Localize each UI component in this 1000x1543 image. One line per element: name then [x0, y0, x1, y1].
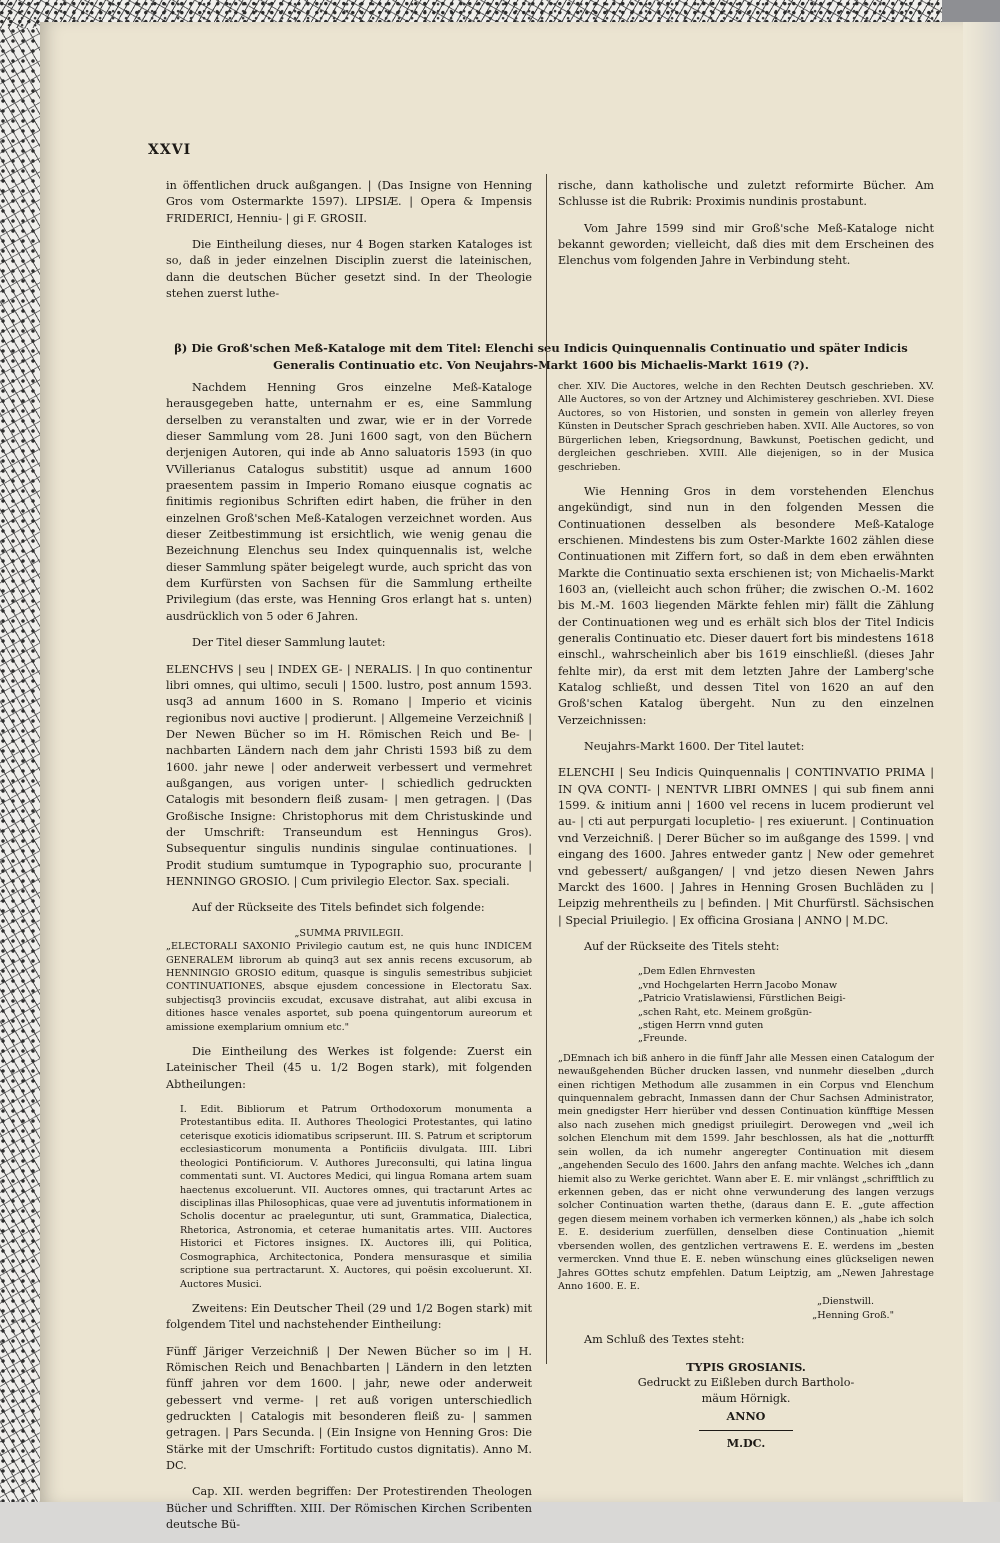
colophon-line: TYPIS GROSIANIS. — [686, 1359, 806, 1374]
paragraph: Am Schluß des Textes steht: — [584, 1333, 745, 1347]
dedication — [558, 965, 934, 1046]
colophon-line: ANNO — [726, 1408, 766, 1423]
colophon-rule — [699, 1430, 793, 1431]
page-number: XXVI — [148, 142, 192, 158]
paragraph: Die Eintheilung dieses, nur 4 Bogen starken Kataloges ist so, daß in jeder einzelnen Disciplin zuerst die lateinischen, dann die deutschen Bücher gesetzt sind. In der Theologie stehen zuerst luthe- — [166, 238, 532, 301]
dedication-line: „schen Raht, etc. Meinem großgün- — [638, 1006, 812, 1018]
left-column — [166, 380, 532, 1543]
page-edge-right — [963, 22, 1000, 1502]
section-list: I. Edit. Bibliorum et Patrum Orthodoxorum monumenta a Protestantibus edita. II. Authores Theologici Protestantes, qui latino ceterisque exoticis idiomatibus scripserunt. III. S. Patrum et scriptorum ecclesiasticorum monumenta a Pontificiis divulgata. IIII. Libri theologici Pontificiorum. V. Authores Jureconsulti, qui latina lingua commentati sunt. VI. Auctores Medici, qui lingua Romana artem suam haectenus excoluerunt. VII. Auctores omnes, qui tractarunt Artes ac disciplinas illas Philosophicas, quae vere ad juventutis informationem in Scholis docentur ac praeleguntur, uti sunt, Grammatica, Dialectica, Rhetorica, Astronomia, et ceterae humanitatis artes. VIII. Auctores Historici et Fictores insignes. IX. Auctores illi, qui Politica, Cosmographica, Architectonica, Pondera mensurasque et similia scriptione sua pertractarunt. X. Auctores, qui poësin excoluerunt. XI. Auctores Musici. — [180, 1104, 532, 1290]
paragraph: Zweitens: Ein Deutscher Theil (29 und 1/2 Bogen stark) mit folgendem Titel und nachstehender Eintheilung: — [166, 1301, 532, 1332]
paragraph: Cap. XII. werden begriffen: Der Protestirenden Theologen Bücher und Schrifften. XIII. Der Römischen Kirchen Scribenten deutsche Bü- — [166, 1485, 532, 1532]
dedication-line: „Patricio Vratislawiensi, Fürstlichen Beigi- — [638, 993, 846, 1005]
dedication-line: „stigen Herrn vnnd guten — [638, 1019, 764, 1031]
heading-line: β) Die Groß'schen Meß-Kataloge mit dem Titel: Elenchi seu Indicis Quinquennalis Continuatio und später Indicis — [174, 341, 908, 355]
heading-line: Generalis Continuatio etc. Von Neujahrs-Markt 1600 bis Michaelis-Markt 1619 (?). — [273, 358, 809, 373]
right-column — [558, 380, 934, 1451]
signoff: „Henning Groß." — [812, 1309, 894, 1321]
colophon-line: mäum Hörnigk. — [701, 1392, 791, 1406]
column-divider — [546, 174, 547, 1364]
paragraph: Nachdem Henning Gros einzelne Meß-Kataloge herausgegeben hatte, unternahm er es, eine Sammlung derselben zu veranstalten und zwar, wie er in der Vorrede dieser Sammlung vom 28. Juni 1600 sagt, von den Büchern derjenigen Autoren, qui inde ab Anno saluatoris 1593 (in quo VVillerianus Catalogus substitit) usque ad annum 1600 praesentem passim in Imperio Romano eiusque cognatis ac finitimis regionibus Schriften edirt haben, die früher in den einzelnen Groß'schen Meß-Katalogen verzeichnet worden. Aus dieser Zeitbestimmung ist ersichtlich, wie wenig genau die Bezeichnung Elenchus seu Index quinquennalis ist, welche dieser Sammlung später beigelegt wurde, auch spricht das von dem Kurfürsten von Sachsen für die Sammlung ertheilte Privilegium (das erste, was Henning Gros erlangt hat s. unten) ausdrücklich von 5 oder 6 Jahren. — [166, 381, 532, 623]
paragraph: Neujahrs-Markt 1600. Der Titel lautet: — [584, 740, 805, 754]
title-transcription: Fünff Järiger Verzeichniß | Der Newen Bücher so im | H. Römischen Reich und Benachbarten | Ländern in den letzten fünff jahren vor dem 1600. | jahr, newe oder anderweit gebessert vnd verme- | ret auß vorigen unterschiedlich gedruckten | Catalogis mit besonderen fleiß zu- | sammen getragen. | Pars Secunda. | (Ein Insigne von Henning Gros: Die Stärke mit der Umschrift: Fortitudo custos dignitatis). Anno M. DC. — [166, 1344, 532, 1473]
privilege-title: „SUMMA PRIVILEGII. — [294, 927, 404, 939]
dedication-line: „Dem Edlen Ehrnvesten — [638, 966, 756, 978]
colophon-line: Gedruckt zu Eißleben durch Bartholo- — [637, 1375, 855, 1389]
paragraph: cher. XIV. Die Auctores, welche in den Rechten Deutsch geschrieben. XV. Alle Auctores, so von der Artzney und Alchimisterey geschrieben. XVI. Diese Auctores, so von Historien, und sonsten in gemein von allerley freyen Künsten in Deutscher Sprach geschrieben haben. XVII. Alle Auctores, so von Bürgerlichen leben, Kriegsordnung, Bawkunst, Poetischen gedicht, und dergleichen geschrieben. XVIII. Alle diejenigen, so in der Musica geschrieben. — [558, 381, 934, 473]
letter: „DEmnach ich biß anhero in die fünff Jahr alle Messen einen Catalogum der newaußgehenden Bücher drucken lassen, vnd nunmehr dieselben „durch einen richtigen Methodum alle zusammen in ein Corpus vnd Elenchum quinquennalem gebracht, Inmassen dann der Chur Sachsen Administrator, mein gnedigster Herr hierüber vnd dessen Continuation künfftige Messen also nach zusehen mich gnedigst priuilegirt. Derowegen vnd „weil ich solchen Elenchum mit dem 1599. Jahr beschlossen, als hat die „notturfft sein wollen, da ich numehr angeregter Continuation mit diesem „angehenden Seculo des 1600. Jahrs den anfang machte. Welches ich „dann hiemit also zu Werke gerichtet. Wann aber E. E. mir vnlängst „schrifftlich zu erkennen geben, das er nicht ohne verwunderung des langen verzugs solcher Continuation warten thethe, (daraus dann E. E. „gute affection gegen diesem meinem vorhaben ich vermerken können,) als „habe ich solch E. E. desiderium zuerfüllen, denselben diese Continuation „hiemit vbersenden wollen, des gentzlichen vertrawens E. E. werdens im „besten vermercken. Vnnd thue E. E. neben wünschung eines glückseligen newen Jahres GOttes schutz empfehlen. Datum Leiptzig, am „Newen Jahrestage Anno 1600. E. E. — [558, 1052, 934, 1292]
privilege-text: „ELECTORALI SAXONIO Privilegio cautum est, ne quis hunc INDICEM GENERALEM librorum ab quinq3 aut sex annis recens excusorum, ab HENNINGIO GROSIO editum, quasque is singulis semestribus subjiciet CONTINUATIONES, absque ejusdem concessione in Electoratu Sax. subjectisq3 provinciis excudat, excusave distrahat, aut alibi excusa in ditiones hasce venales asportet, sub poena quingentorum aureorum et amissione exemplarium omnium etc." — [166, 941, 532, 1033]
top-right-column — [558, 178, 934, 280]
section-heading — [148, 340, 934, 375]
paragraph: Die Eintheilung des Werkes ist folgende: Zuerst ein Lateinischer Theil (45 u. 1/2 Bogen stark), mit folgenden Abtheilungen: — [166, 1045, 532, 1091]
paragraph: Der Titel dieser Sammlung lautet: — [192, 636, 386, 650]
title-transcription: ELENCHI | Seu Indicis Quinquennalis | CONTINVATIO PRIMA | IN QVA CONTI- | NENTVR LIBRI OMNES | qui sub finem anni 1599. & initium anni | 1600 vel recens in lucem prodierunt vel au- | cti aut perpurgati locupletio- | res exiuerunt. | Continuation vnd Verzeichniß. | Derer Bücher so im außgange des 1599. | vnd eingang des 1600. Jahres entweder gantz | New oder gemehret vnd gebessert/ außgangen/ | vnd jetzo diesen Newen Jahrs Marckt des 1600. | Jahres in Henning Grosen Buchläden zu | Leipzig mehrentheils zu | befinden. | Mit Churfürstl. Sächsischen | Special Priuilegio. | Ex officina Grosiana | ANNO | M.DC. — [558, 766, 934, 927]
top-left-column — [166, 178, 532, 312]
paragraph: Auf der Rückseite des Titels steht: — [584, 939, 780, 953]
paragraph: Wie Henning Gros in dem vorstehenden Elenchus angekündigt, sind nun in den folgenden Messen die Continuationen desselben als besondere Meß-Kataloge erschienen. Mindestens bis zum Oster-Markte 1602 zählen diese Continuationen mit Ziffern fort, so daß in dem eben erwähnten Markte die Continuatio sexta erschienen ist; von Michaelis-Markt 1603 an, (vielleicht auch schon früher; die zwischen O.-M. 1602 bis M.-M. 1603 liegenden Märkte fehlen mir) fällt die Zählung der Continuationen weg und es erhält sich blos der Titel Indicis generalis Continuatio etc. Dieser dauert fort bis mindestens 1618 einschl., wahrscheinlich aber bis 1619 einschließl. (dieses Jahr fehlte mir), da erst mit dem letzten Jahre der Lamberg'sche Katalog schließt, und dessen Titel von 1620 an auf den Groß'schen Katalog übergeht. Nun zu den einzelnen Verzeichnissen: — [558, 484, 934, 727]
marbled-edge-left — [0, 28, 40, 1502]
paragraph: Vom Jahre 1599 sind mir Groß'sche Meß-Kataloge nicht bekannt geworden; vielleicht, daß dies mit dem Erscheinen des Elenchus vom folgenden Jahre in Verbindung steht. — [558, 221, 934, 268]
dedication-line: „Freunde. — [638, 1033, 688, 1045]
signoff: „Dienstwill. — [817, 1296, 874, 1308]
paragraph: rische, dann katholische und zuletzt reformirte Bücher. Am Schlusse ist die Rubrik: Proximis nundinis prostabunt. — [558, 179, 934, 209]
title-transcription: ELENCHVS | seu | INDEX GE- | NERALIS. | In quo continentur libri omnes, qui ultimo, seculi | 1500. lustro, post annum 1593. usq3 ad annum 1600 in S. Romano | Imperio et vicinis regionibus novi auctive | prodierunt. | Allgemeine Verzeichniß | Der Newen Bücher so im H. Römischen Reich und Be- | nachbarten Ländern nach dem jahr Christi 1593 biß zu dem 1600. jahr newe | oder anderweit verbessert und vermehret außgangen, aus vorigen unter- | schiedlich gedruckten Catalogis mit besondern fleiß zusam- | men getragen. | (Das Großische Insigne: Christophorus mit dem Christuskinde und der Umschrift: Transeundum est Henningus Gros). Subsequentur singulis nundinis singulae continuationes. | Prodit studium sumtumque in Typographio suo, procurante | HENNINGO GROSIO. | Cum privilegio Elector. Sax. speciali. — [166, 662, 532, 888]
colophon-line: M.DC. — [726, 1435, 766, 1450]
dedication-line: „vnd Hochgelarten Herrn Jacobo Monaw — [638, 979, 838, 991]
paragraph: in öffentlichen druck außgangen. | (Das Insigne von Henning Gros vom Ostermarkte 1597). LIPSIÆ. | Opera & Impensis FRIDERICI, Henniu- | gi F. GROSII. — [166, 179, 532, 225]
paragraph: Auf der Rückseite des Titels befindet sich folgende: — [192, 901, 485, 915]
colophon — [558, 1359, 934, 1452]
